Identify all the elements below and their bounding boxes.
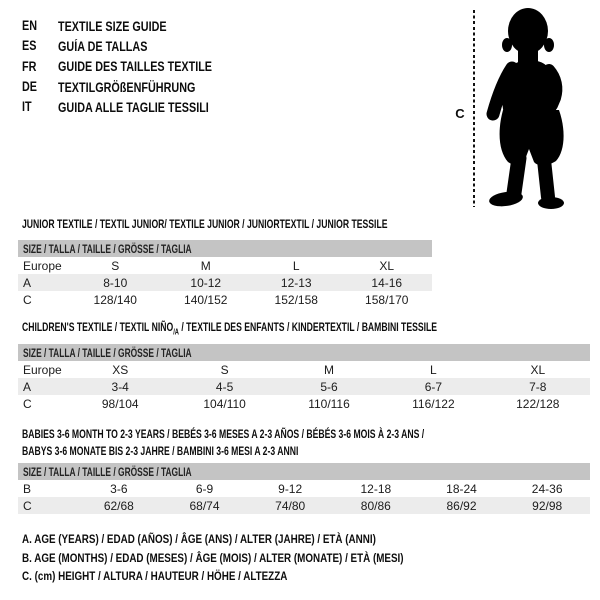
children-table-title: CHILDREN'S TEXTILE / TEXTIL $NIÑO_{/A}$ / TEXTILE DES ENFANTS / KINDERTEXTIL / BAMBINI TESSILE [22,320,438,337]
height-label-c: C [455,106,465,121]
babies-size-header-bar: SIZE / TALLA / TAILLE / GRÖSSE / TAGLIA [18,463,590,480]
children-size-header-bar: SIZE / TALLA / TAILLE / GRÖSSE / TAGLIA [18,344,590,361]
lang-row-it [22,97,251,117]
table-row: C 98/104 104/110 110/116 116/122 122/128 [23,396,560,411]
footnote-c: C. (cm) HEIGHT / ALTURA / HAUTEUR / HÖHE / ALTEZZA [22,569,288,584]
lang-code-fr: FR [22,58,37,74]
lang-row-fr [22,57,251,77]
babies-table-title: BABIES 3-6 MONTH TO 2-3 YEARS / BEBÉS 3-6 MESES A 2-3 AÑOS / BÉBÉS 3-6 MOIS À 2-3 ANS / BABYS 3-6 MONATE BIS 2-3 JAHRE / BAMBINI 3-6 MESI A 2-3 ANNI [22,427,425,458]
lang-label-en: TEXTILE SIZE GUIDE [58,18,167,34]
table-row: C 62/68 68/74 74/80 80/86 86/92 92/98 [18,497,590,514]
junior-size-table [18,240,432,308]
table-row: Europe XS S M L XL [23,362,546,377]
lang-row-en [22,16,251,36]
footnotes [22,530,487,586]
lang-row-de [22,77,251,97]
lang-row-es [22,36,251,56]
children-size-table [18,344,590,412]
language-title-list [22,16,251,117]
lang-code-it: IT [22,99,32,115]
table-row: C 128/140 140/152 152/158 158/170 [23,292,409,307]
table-row: A 3-4 4-5 5-6 6-7 7-8 [18,378,590,395]
height-measure-dashed-line [473,10,475,207]
lang-label-es: GUÍA DE TALLAS [58,38,148,54]
lang-label-de: TEXTILGRÖßENFÜHRUNG [58,79,196,95]
babies-size-table [18,463,590,514]
lang-label-fr: GUIDE DES TAILLES TEXTILE [58,59,213,75]
lang-code-de: DE [22,79,38,95]
junior-table-title: JUNIOR TEXTILE / TEXTIL JUNIOR/ TEXTILE JUNIOR / JUNIORTEXTIL / JUNIOR TESSILE [22,217,388,231]
table-row: A 8-10 10-12 12-13 14-16 [18,274,432,291]
junior-size-header-bar: SIZE / TALLA / TAILLE / GRÖSSE / TAGLIA [18,240,432,257]
lang-code-es: ES [22,38,37,54]
lang-code-en: EN [22,18,38,34]
table-row: B 3-6 6-9 9-12 12-18 18-24 24-36 [23,481,563,496]
lang-label-it: GUIDA ALLE TAGLIE TESSILI [58,99,209,115]
footnote-a: A. AGE (YEARS) / EDAD (AÑOS) / ÂGE (ANS) / ALTER (JAHRE) / ETÀ (ANNI) [22,532,376,547]
table-row: Europe S M L XL [23,258,395,273]
footnote-b: B. AGE (MONTHS) / EDAD (MESES) / ÂGE (MOIS) / ALTER (MONATE) / ETÀ (MESI) [22,550,404,565]
toddler-silhouette-icon [480,0,600,215]
